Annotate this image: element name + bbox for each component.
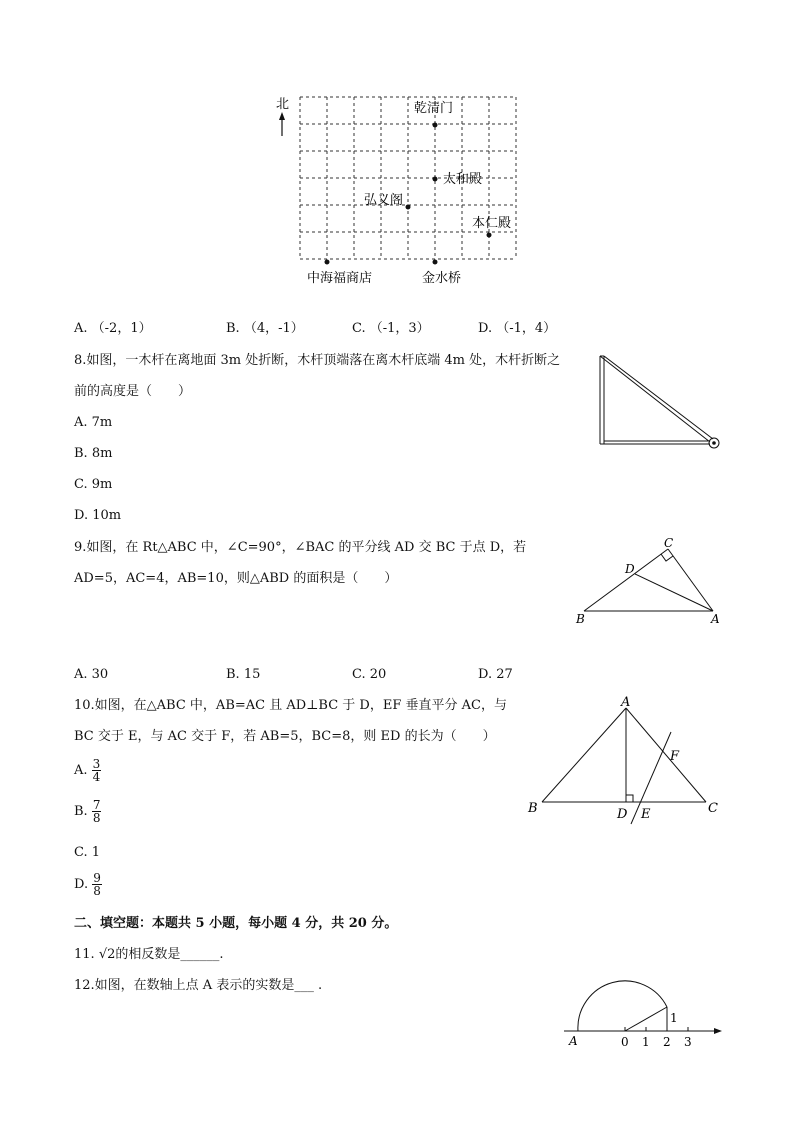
q8-stem-line2: 前的高度是（ ）	[74, 384, 192, 399]
section-2-heading: 二、填空题：本题共 5 小题，每小题 4 分，共 20 分。	[74, 916, 398, 931]
svg-text:D: D	[617, 807, 628, 822]
svg-text:2: 2	[663, 1035, 671, 1049]
label-hongyige: 弘义阁	[364, 193, 404, 208]
q10-triangle-figure	[524, 696, 724, 824]
point-jinshuiqiao	[433, 260, 438, 265]
q7-option-b: B. （4，-1）	[226, 321, 304, 336]
q12-stem: 12.如图，在数轴上点 A 表示的实数是___ .	[74, 978, 323, 993]
svg-text:C: C	[708, 801, 718, 816]
point-benrendian	[487, 233, 492, 238]
q9-option-c: C. 20	[352, 667, 387, 682]
svg-text:1: 1	[670, 1011, 678, 1025]
q9-stem-line2: AD=5，AC=4，AB=10，则△ABD 的面积是（ ）	[74, 571, 398, 586]
north-arrow-head	[279, 112, 285, 120]
q10-option-b-fraction: $\frac{7}{8}$	[92, 798, 101, 825]
svg-text:B: B	[576, 612, 585, 626]
q10-option-d: D. $\frac{9}{8}$	[74, 871, 101, 898]
q10-option-c: C. 1	[74, 845, 101, 860]
sqrt2-radical: √2	[98, 947, 116, 962]
q7-option-d: D. （-1，4）	[478, 321, 557, 336]
north-label: 北	[276, 97, 290, 112]
svg-text:0: 0	[621, 1035, 629, 1049]
q10-option-d-fraction: $\frac{9}{8}$	[93, 871, 101, 898]
point-qianqingmen	[433, 123, 438, 128]
q10-option-b: B. $\frac{7}{8}$	[74, 798, 101, 825]
svg-text:3: 3	[684, 1035, 692, 1049]
svg-text:B: B	[528, 801, 538, 816]
label-qianqingmen: 乾清门	[414, 101, 454, 116]
q7-option-a: A. （-2，1）	[74, 321, 152, 336]
point-taihedian	[433, 177, 438, 182]
q10-option-a: A. $\frac{3}{4}$	[74, 757, 101, 784]
label-taihedian: 太和殿	[443, 172, 483, 187]
q8-option-c: C. 9m	[74, 477, 113, 492]
svg-text:F: F	[670, 749, 680, 764]
q8-stem-line1: 8.如图，一木杆在离地面 3m 处折断，木杆顶端落在离木杆底端 4m 处，木杆折断之	[74, 353, 561, 368]
q9-option-d: D. 27	[478, 667, 513, 682]
q10-option-a-fraction: $\frac{3}{4}$	[92, 757, 101, 784]
q10-stem-line2: BC 交于 E，与 AC 交于 F，若 AB=5，BC=8，则 ED 的长为（ ）	[74, 729, 496, 744]
svg-text:A: A	[621, 695, 631, 710]
q9-option-b: B. 15	[226, 667, 261, 682]
label-zhonghai: 中海福商店	[307, 271, 373, 286]
svg-text:1: 1	[642, 1035, 650, 1049]
label-benrendian: 本仁殿	[472, 216, 512, 231]
svg-text:A: A	[569, 1034, 578, 1048]
svg-text:E: E	[641, 807, 651, 822]
point-hongyige	[406, 205, 411, 210]
q9-option-a: A. 30	[74, 667, 109, 682]
number-line-figure	[560, 978, 730, 1053]
map-figure	[270, 90, 530, 290]
q8-option-d: D. 10m	[74, 508, 122, 523]
q9-stem-line1: 9.如图，在 Rt△ABC 中，∠C=90°，∠BAC 的平分线 AD 交 BC 于点 D，若	[74, 540, 527, 555]
q9-triangle-figure	[570, 536, 730, 631]
q8-option-b: B. 8m	[74, 446, 113, 461]
point-zhonghai	[325, 260, 330, 265]
svg-text:C: C	[664, 536, 674, 550]
svg-text:D: D	[625, 562, 635, 576]
q11-stem: 11. √2的相反数是______.	[74, 947, 224, 962]
q7-option-c: C. （-1，3）	[352, 321, 430, 336]
svg-text:A: A	[711, 612, 720, 626]
broken-pole-figure	[596, 352, 726, 452]
label-jinshuiqiao: 金水桥	[422, 271, 462, 286]
q8-option-a: A. 7m	[74, 415, 113, 430]
q10-stem-line1: 10.如图，在△ABC 中，AB=AC 且 AD⊥BC 于 D，EF 垂直平分 AC，与	[74, 698, 507, 713]
